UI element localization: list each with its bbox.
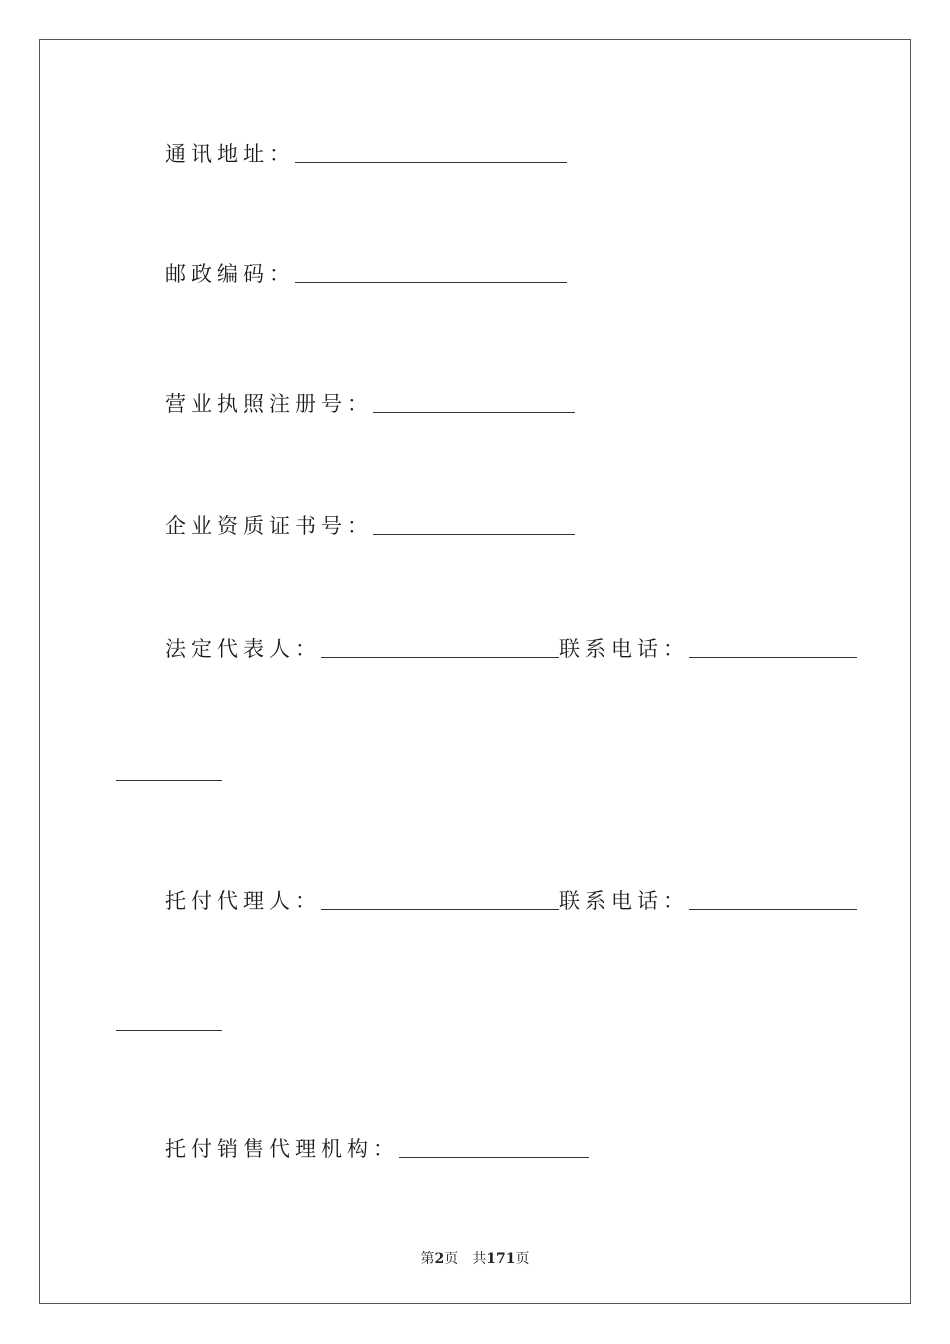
page-number: 2 — [434, 1251, 445, 1267]
qualification-cert-no-blank[interactable] — [373, 512, 575, 535]
field-business-license-no — [165, 383, 575, 417]
field-label-sales-agency: 托付销售代理机构： — [165, 1137, 399, 1161]
total-prefix: 共 — [472, 1251, 487, 1267]
field-label-legal-rep-phone: 联系电话： — [559, 637, 689, 661]
legal-rep-phone-blank-continued — [116, 780, 222, 781]
field-mailing-address — [165, 133, 567, 167]
legal-representative-blank[interactable] — [321, 635, 559, 658]
agent-phone-blank-continued — [116, 1030, 222, 1031]
agent-phone-blank[interactable] — [689, 887, 857, 910]
field-legal-representative — [165, 628, 857, 662]
field-label-legal-representative: 法定代表人： — [165, 637, 321, 661]
field-label-business-license-no: 营业执照注册号： — [165, 392, 373, 416]
page-suffix: 页 — [444, 1251, 459, 1267]
field-label-qualification-cert-no: 企业资质证书号： — [165, 514, 373, 538]
page-prefix: 第 — [420, 1251, 435, 1267]
page-footer — [0, 1248, 950, 1268]
sales-agency-blank[interactable] — [399, 1135, 589, 1158]
page-border — [39, 39, 911, 1304]
business-license-no-blank[interactable] — [373, 390, 575, 413]
field-sales-agency — [165, 1128, 589, 1162]
postal-code-blank[interactable] — [295, 260, 567, 283]
field-authorized-agent — [165, 880, 857, 914]
mailing-address-blank[interactable] — [295, 140, 567, 163]
field-label-mailing-address: 通讯地址： — [165, 142, 295, 166]
field-postal-code — [165, 253, 567, 287]
field-label-authorized-agent: 托付代理人： — [165, 889, 321, 913]
total-pages: 171 — [486, 1251, 516, 1267]
legal-rep-phone-blank[interactable] — [689, 635, 857, 658]
total-suffix: 页 — [515, 1251, 530, 1267]
field-label-postal-code: 邮政编码： — [165, 262, 295, 286]
field-qualification-cert-no — [165, 505, 575, 539]
field-label-agent-phone: 联系电话： — [559, 889, 689, 913]
authorized-agent-blank[interactable] — [321, 887, 559, 910]
